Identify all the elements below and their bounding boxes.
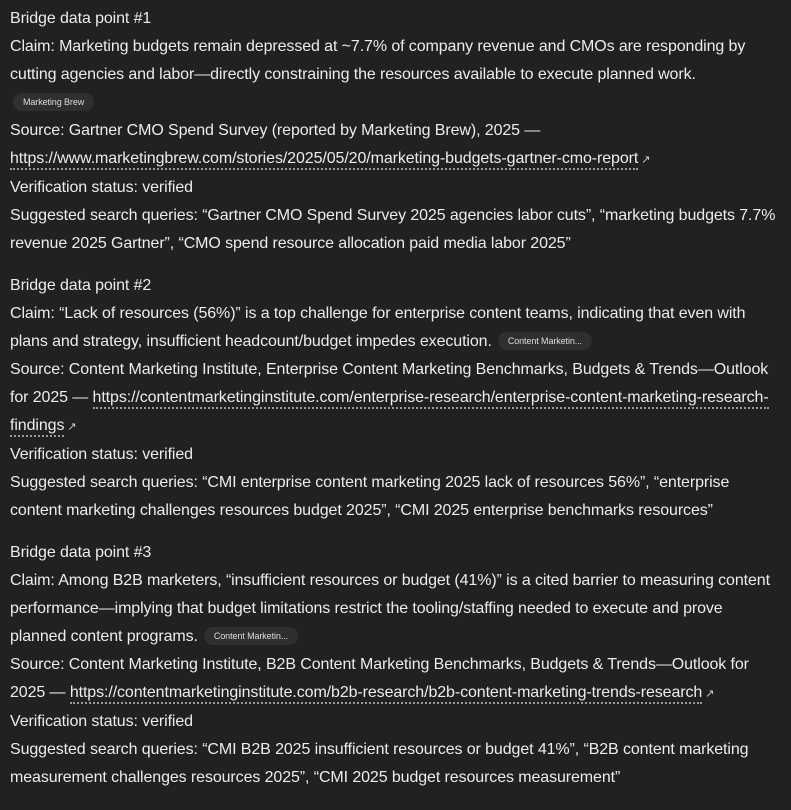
citation-pill[interactable]: Content Marketin... — [204, 627, 298, 645]
claim-paragraph — [10, 33, 781, 117]
verification-status: Verification status: verified — [10, 446, 193, 463]
external-link-arrow-icon[interactable]: ↗ — [67, 421, 77, 433]
source-link[interactable]: https://contentmarketinginstitute.com/b2b-research/b2b-content-marketing-trends-research — [70, 684, 702, 704]
source-paragraph — [10, 651, 781, 708]
bridge-data-point-1 — [10, 5, 781, 258]
citation-pill[interactable]: Content Marketin... — [498, 332, 592, 350]
claim-paragraph — [10, 300, 781, 356]
bridge-heading: Bridge data point #2 — [10, 277, 152, 294]
verification-status: Verification status: verified — [10, 713, 193, 730]
source-text: Source: Gartner CMO Spend Survey (reported by Marketing Brew), 2025 — — [10, 122, 541, 139]
claim-paragraph — [10, 567, 781, 651]
verification-status: Verification status: verified — [10, 179, 193, 196]
external-link-arrow-icon[interactable]: ↗ — [641, 154, 651, 166]
suggested-queries: Suggested search queries: “CMI B2B 2025 insufficient resources or budget 41%”, “B2B content marketing measurement challenges resources 2025”, “CMI 2025 budget resources measurement” — [10, 741, 749, 786]
citation-pill[interactable]: Marketing Brew — [13, 93, 94, 111]
source-link[interactable]: https://www.marketingbrew.com/stories/2025/05/20/marketing-budgets-gartner-cmo-report — [10, 150, 638, 170]
claim-text: Claim: “Lack of resources (56%)” is a top challenge for enterprise content teams, indicating that even with plans and strategy, insufficient headcount/budget impedes execution. — [10, 305, 746, 350]
suggested-queries: Suggested search queries: “Gartner CMO Spend Survey 2025 agencies labor cuts”, “marketing budgets 7.7% revenue 2025 Gartner”, “CMO spend resource allocation paid media labor 2025” — [10, 207, 776, 252]
source-link[interactable]: https://contentmarketinginstitute.com/enterprise-research/enterprise-content-marketing-research-findings — [10, 389, 769, 437]
claim-text: Claim: Among B2B marketers, “insufficient resources or budget (41%)” is a cited barrier to measuring content performance—implying that budget limitations restrict the tooling/staffing needed to execute and prove planned content programs. — [10, 572, 770, 645]
source-text: Source: Content Marketing Institute, Enterprise Content Marketing Benchmarks, Budgets & Trends—Outlook for 2025 — — [10, 361, 769, 406]
bridge-heading: Bridge data point #1 — [10, 10, 152, 27]
source-text: Source: Content Marketing Institute, B2B Content Marketing Benchmarks, Budgets & Trends—Outlook for 2025 — — [10, 656, 749, 701]
source-paragraph — [10, 117, 781, 174]
bridge-data-point-3 — [10, 539, 781, 792]
suggested-queries: Suggested search queries: “CMI enterprise content marketing 2025 lack of resources 56%”, “enterprise content marketing challenges resources budget 2025”, “CMI 2025 enterprise benchmarks resources” — [10, 474, 730, 519]
source-paragraph — [10, 356, 781, 441]
claim-text: Claim: Marketing budgets remain depressed at ~7.7% of company revenue and CMOs are responding by cutting agencies and labor—directly constraining the resources available to execute planned work. — [10, 38, 746, 83]
bridge-data-point-2 — [10, 272, 781, 525]
external-link-arrow-icon[interactable]: ↗ — [705, 688, 715, 700]
bridge-heading: Bridge data point #3 — [10, 544, 152, 561]
